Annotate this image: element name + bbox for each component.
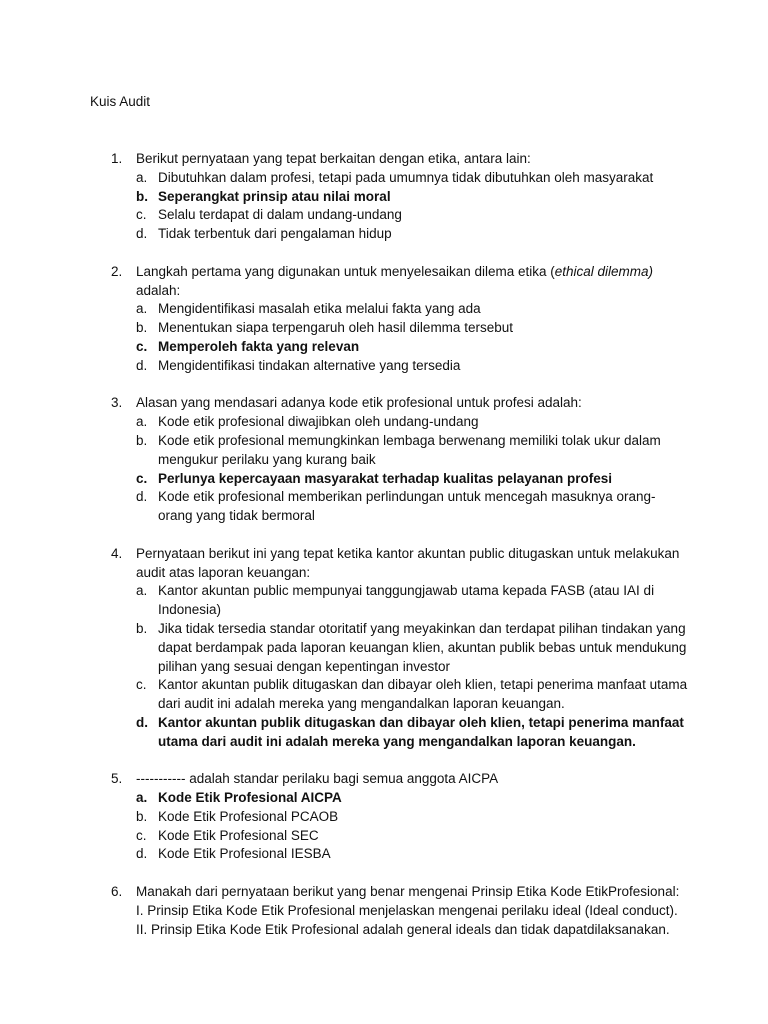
question-2 [90, 263, 690, 376]
question-text-end: adalah: [136, 282, 181, 298]
question-text: Berikut pernyataan yang tepat berkaitan dengan etika, antara lain: [136, 151, 531, 166]
option-letter: a. [136, 301, 148, 317]
option-list [136, 789, 690, 864]
option-text: Kode etik profesional memungkinkan lembaga berwenang memiliki tolak ukur dalam mengukur perilaku yang kurang baik [158, 432, 661, 467]
option-letter: c. [136, 677, 147, 693]
option-b [136, 808, 690, 827]
option-letter: d. [136, 357, 148, 373]
option-letter: c. [136, 207, 147, 223]
option-a [136, 300, 690, 319]
option-c [136, 338, 690, 357]
option-letter: a. [136, 790, 148, 806]
question-text: ----------- adalah standar perilaku bagi semua anggota AICPA [136, 771, 499, 787]
option-text: Tidak terbentuk dari pengalaman hidup [158, 226, 392, 242]
option-text: Dibutuhkan dalam profesi, tetapi pada umumnya tidak dibutuhkan oleh masyarakat [158, 169, 654, 185]
question-number: 6. [111, 884, 123, 900]
question-text: Alasan yang mendasari adanya kode etik profesional untuk profesi adalah: [136, 395, 582, 411]
option-letter: c. [136, 470, 148, 486]
question-text: Pernyataan berikut ini yang tepat ketika kantor akuntan public ditugaskan untuk melakukan audit atas laporan keuangan: [136, 545, 680, 580]
option-c [136, 676, 690, 714]
option-list [136, 413, 690, 526]
option-c [136, 827, 690, 846]
option-text: Perlunya kepercayaan masyarakat terhadap kualitas pelayanan profesi [158, 470, 612, 486]
option-letter: b. [136, 432, 148, 448]
question-number: 2. [111, 263, 123, 279]
spacer [90, 244, 690, 263]
option-b [136, 188, 690, 207]
question-number: 3. [111, 395, 123, 411]
option-letter: a. [136, 414, 148, 430]
question-text: Manakah dari pernyataan berikut yang benar mengenai Prinsip Etika Kode EtikProfesional: [136, 884, 680, 900]
option-letter: c. [136, 338, 148, 354]
question-number: 5. [111, 771, 123, 787]
option-letter: c. [136, 827, 147, 843]
question-text-italic: ethical dilemma) [554, 263, 654, 279]
statement-1: I. Prinsip Etika Kode Etik Profesional menjelaskan mengenai perilaku ideal (Ideal conduct). [136, 902, 678, 918]
option-text: Kode Etik Profesional AICPA [158, 790, 342, 806]
option-c [136, 470, 690, 489]
option-text: Mengidentifikasi masalah etika melalui fakta yang ada [158, 301, 481, 317]
option-d [136, 225, 690, 244]
question-number: 4. [111, 545, 123, 561]
spacer [90, 526, 690, 545]
option-text: Menentukan siapa terpengaruh oleh hasil dilemma tersebut [158, 320, 513, 336]
option-letter: d. [136, 846, 148, 862]
question-text-start: Langkah pertama yang digunakan untuk menyelesaikan dilema etika ( [136, 263, 555, 279]
option-d [136, 357, 690, 376]
option-text: Kantor akuntan publik ditugaskan dan dibayar oleh klien, tetapi penerima manfaat utama dari audit ini adalah mereka yang mengandalkan laporan keuangan. [158, 677, 688, 712]
option-letter: b. [136, 188, 148, 204]
option-letter: a. [136, 169, 148, 185]
option-text: Mengidentifikasi tindakan alternative yang tersedia [158, 357, 461, 373]
option-letter: b. [136, 320, 148, 336]
option-letter: d. [136, 489, 148, 505]
option-text: Kode etik profesional memberikan perlindungan untuk mencegah masuknya orang-orang yang tidak bermoral [158, 489, 656, 524]
option-d [136, 714, 690, 752]
option-text: Kode Etik Profesional SEC [158, 827, 319, 843]
option-d [136, 845, 690, 864]
option-letter: b. [136, 808, 148, 824]
option-text: Memperoleh fakta yang relevan [158, 338, 360, 354]
option-a [136, 582, 690, 620]
option-text: Seperangkat prinsip atau nilai moral [158, 188, 391, 204]
document-title: Kuis Audit [90, 94, 151, 109]
option-a [136, 789, 690, 808]
option-b [136, 319, 690, 338]
option-d [136, 488, 690, 526]
question-6 [90, 883, 690, 939]
question-list [90, 150, 690, 939]
option-list [136, 169, 690, 244]
question-3 [90, 394, 690, 526]
spacer [90, 864, 690, 883]
question-4 [90, 545, 690, 752]
option-a [136, 413, 690, 432]
spacer [90, 376, 690, 395]
option-a [136, 169, 690, 188]
option-c [136, 206, 690, 225]
option-text: Jika tidak tersedia standar otoritatif yang meyakinkan dan terdapat pilihan tindakan yang dapat berdampak pada laporan keuangan klien, akuntan publik bebas untuk mendukung pilihan yang sesuai dengan kepentingan investor [158, 620, 687, 674]
option-letter: d. [136, 226, 148, 242]
question-1 [90, 150, 690, 244]
question-5 [90, 770, 690, 864]
option-b [136, 620, 690, 676]
option-text: Kode Etik Profesional PCAOB [158, 808, 339, 824]
option-text: Kode etik profesional diwajibkan oleh undang-undang [158, 414, 479, 430]
option-text: Kantor akuntan publik ditugaskan dan dibayar oleh klien, tetapi penerima manfaat utama dari audit ini adalah mereka yang mengandalkan laporan keuangan. [158, 714, 684, 749]
option-letter: d. [136, 714, 148, 730]
option-list [136, 582, 690, 751]
option-letter: a. [136, 583, 148, 599]
question-number: 1. [111, 151, 123, 166]
spacer [90, 752, 690, 771]
question-text [136, 263, 690, 301]
option-text: Kantor akuntan public mempunyai tanggungjawab utama kepada FASB (atau IAI di Indonesia) [158, 583, 655, 618]
option-b [136, 432, 690, 470]
option-letter: b. [136, 620, 148, 636]
option-list [136, 300, 690, 375]
option-text: Selalu terdapat di dalam undang-undang [158, 207, 402, 223]
statement-2: II. Prinsip Etika Kode Etik Profesional adalah general ideals dan tidak dapatdilaksanakan. [136, 921, 670, 937]
option-text: Kode Etik Profesional IESBA [158, 846, 331, 862]
